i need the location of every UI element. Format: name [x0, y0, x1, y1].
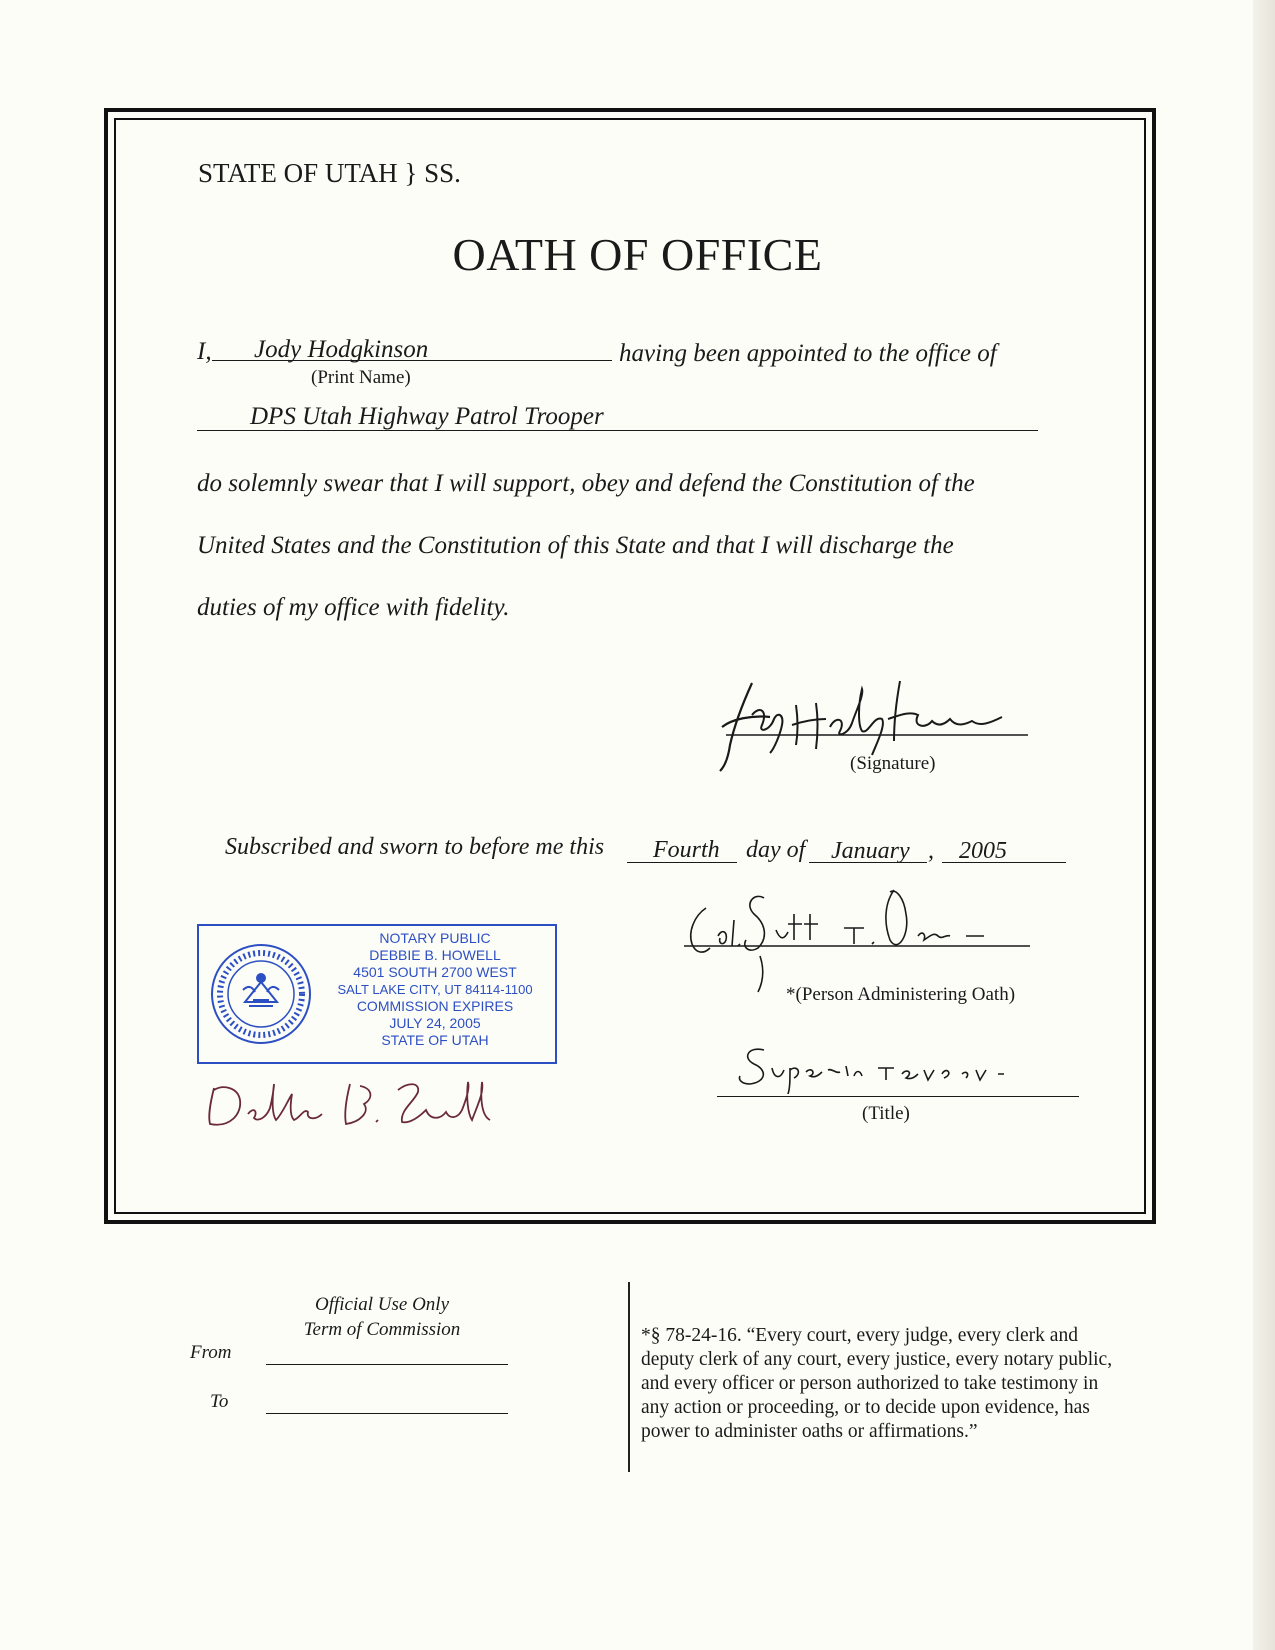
title-label: (Title) — [862, 1103, 910, 1124]
month-value: January — [831, 838, 910, 864]
comma: , — [928, 838, 934, 864]
stamp-line: COMMISSION EXPIRES — [356, 998, 514, 1014]
administrator-label: *(Person Administering Oath) — [786, 984, 1016, 1005]
swear-line-3: duties of my office with fidelity. — [197, 594, 510, 621]
page-title: OATH OF OFFICE — [452, 229, 823, 280]
swear-line-2: United States and the Constitution of this State and that I will discharge the — [197, 532, 954, 559]
stamp-line: SALT LAKE CITY, UT 84114-1100 — [337, 982, 533, 997]
office-value: DPS Utah Highway Patrol Trooper — [250, 403, 604, 430]
notary-signature — [200, 1074, 520, 1134]
appointed-text: having been appointed to the office of — [619, 340, 997, 367]
signature-label: (Signature) — [850, 753, 936, 774]
notary-stamp — [197, 924, 557, 1064]
stamp-line: STATE OF UTAH — [381, 1032, 489, 1048]
from-label: From — [190, 1342, 232, 1363]
stamp-line: JULY 24, 2005 — [389, 1015, 481, 1031]
stamp-line: DEBBIE B. HOWELL — [369, 947, 501, 963]
official-use-heading: Official Use Only — [314, 1294, 450, 1315]
from-field[interactable] — [266, 1364, 508, 1365]
statute-text: *§ 78-24-16. “Every court, every judge, every clerk and deputy clerk of any court, every justice, every notary public, and every officer or person authorized to take testimony in any action or proceeding, or to decide upon evidence, has power to administer oaths or affirmations.” — [641, 1325, 1113, 1442]
oath-pronoun: I, — [197, 338, 212, 365]
stamp-line: NOTARY PUBLIC — [379, 930, 491, 946]
term-of-commission-heading: Term of Commission — [303, 1319, 461, 1340]
to-field[interactable] — [266, 1413, 508, 1414]
to-label: To — [210, 1391, 229, 1412]
swear-line-1: do solemnly swear that I will support, obey and defend the Constitution of the — [197, 470, 975, 497]
print-name-label: (Print Name) — [311, 367, 411, 388]
print-name-value: Jody Hodgkinson — [254, 336, 429, 363]
day-of-text: day of — [746, 837, 806, 863]
year-value: 2005 — [959, 838, 1007, 864]
title-rule — [717, 1096, 1079, 1097]
state-line: STATE OF UTAH } SS. — [198, 158, 461, 188]
title-signature — [718, 1040, 1038, 1094]
state-seal-icon — [209, 942, 313, 1046]
day-value: Fourth — [653, 837, 720, 863]
stamp-line: 4501 SOUTH 2700 WEST — [353, 964, 517, 980]
subscribed-prefix: Subscribed and sworn to before me this — [225, 834, 605, 860]
section-divider — [628, 1282, 630, 1472]
